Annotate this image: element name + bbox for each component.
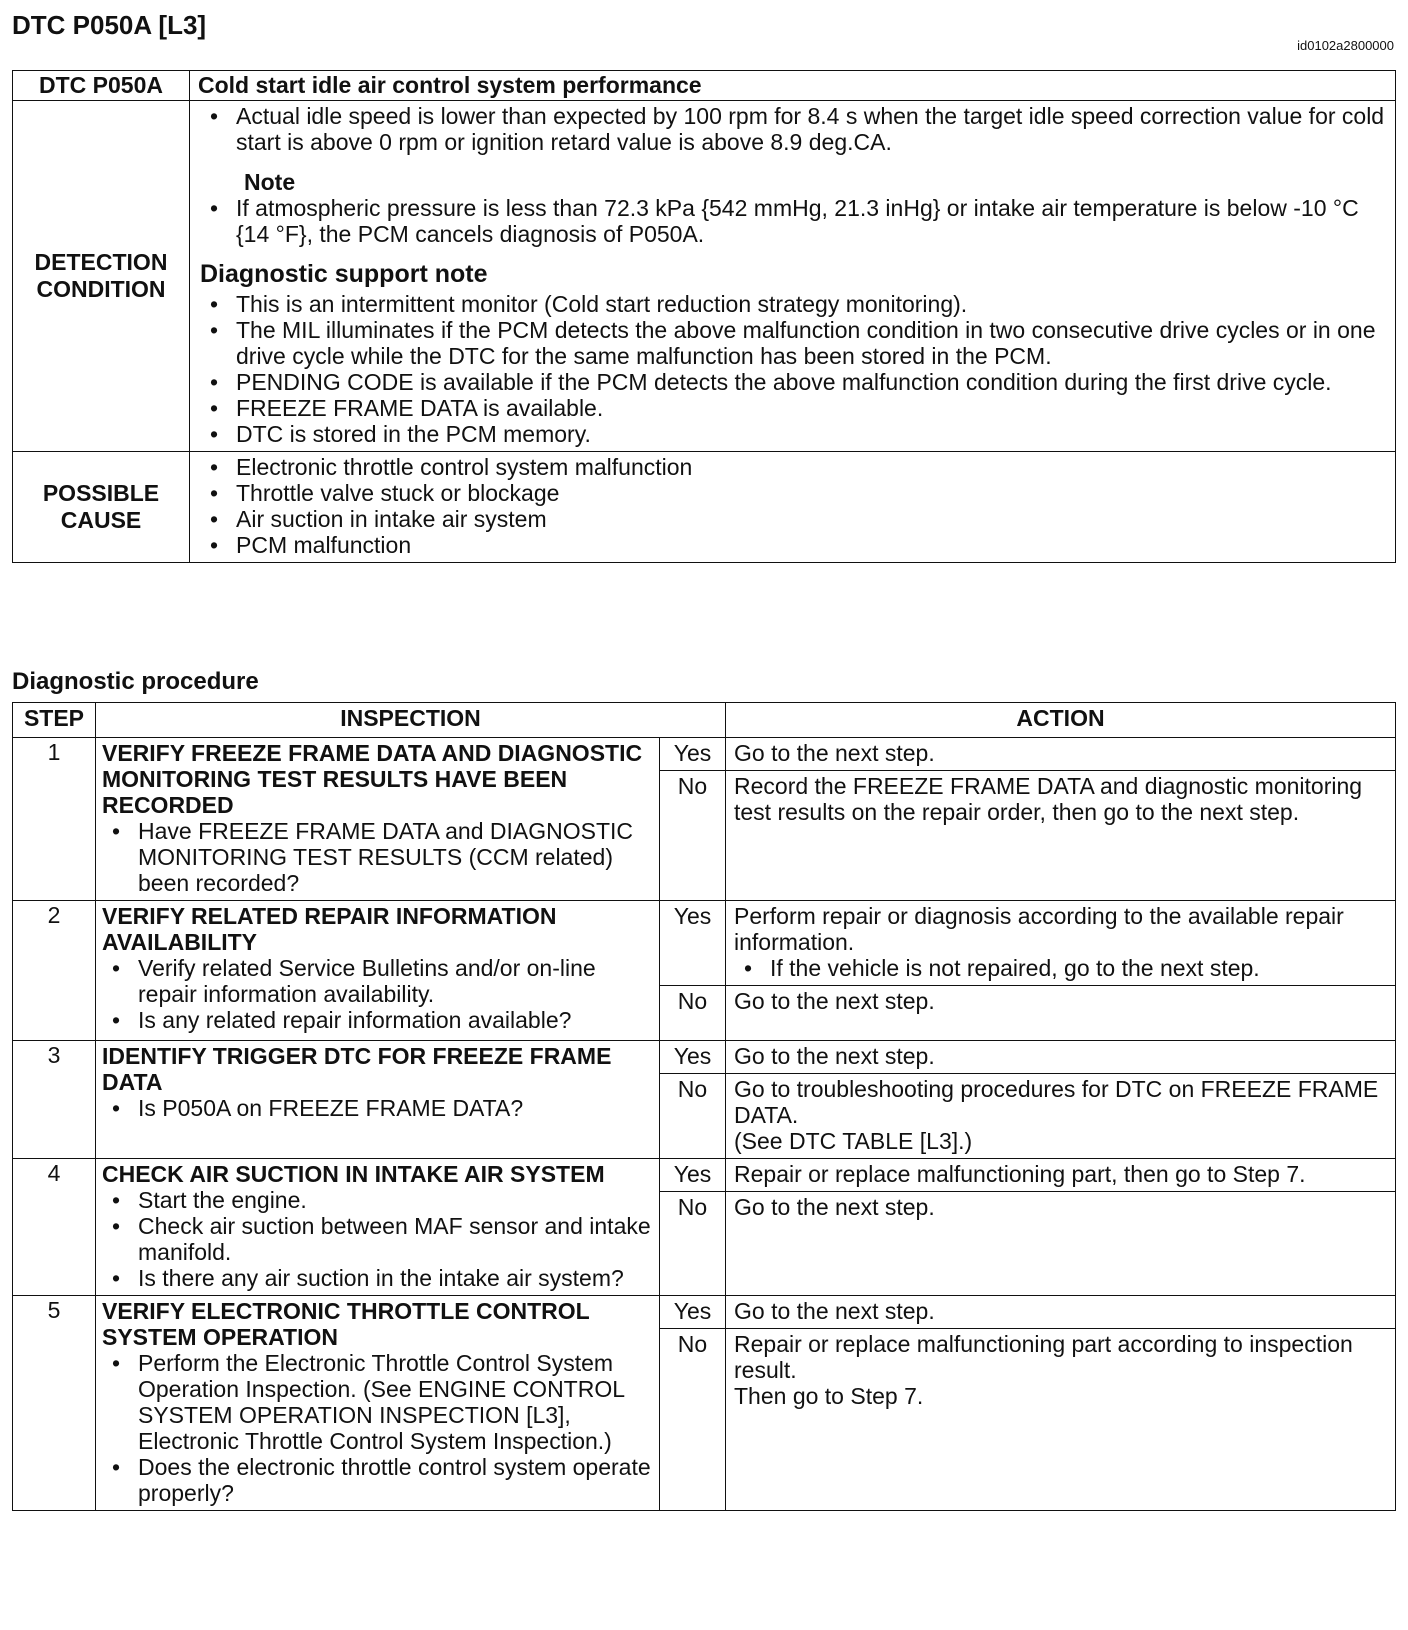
cause-item: • Throttle valve stuck or blockage [200, 480, 1385, 506]
step-number: 4 [13, 1159, 96, 1296]
step-row [13, 738, 1396, 771]
inspection-title: IDENTIFY TRIGGER DTC FOR FREEZE FRAME DATA [102, 1043, 612, 1095]
dtc-info-table [12, 70, 1396, 563]
possible-cause-row [13, 452, 1396, 563]
no-label: No [660, 986, 726, 1041]
step-number: 1 [13, 738, 96, 901]
yes-label: Yes [660, 1041, 726, 1074]
support-note-item: • This is an intermittent monitor (Cold start reduction strategy monitoring). [200, 291, 1385, 317]
section-heading: Diagnostic procedure [12, 668, 259, 695]
no-action: Record the FREEZE FRAME DATA and diagnostic monitoring test results on the repair order, then go to the next step. [726, 771, 1396, 901]
yes-label: Yes [660, 1159, 726, 1192]
inspection-list [102, 1350, 653, 1506]
yes-action: Go to the next step. [726, 1041, 1396, 1074]
yes-action-cell [726, 901, 1396, 986]
inspection-list [102, 818, 653, 896]
detection-main-item: • Actual idle speed is lower than expected by 100 rpm for 8.4 s when the target idle speed correction value for cold start is above 0 rpm or ignition retard value is above 8.9 deg.CA. [200, 103, 1385, 155]
detection-main-list [200, 103, 1385, 155]
label-line: CONDITION [36, 276, 166, 302]
inspection-item: • Is there any air suction in the intake air system? [102, 1265, 653, 1291]
inspection-item: • Start the engine. [102, 1187, 653, 1213]
inspection-item: • Is any related repair information available? [102, 1007, 653, 1033]
cause-item: • PCM malfunction [200, 532, 1385, 558]
yes-action-sublist [734, 955, 1387, 981]
no-label: No [660, 1074, 726, 1159]
yes-label: Yes [660, 901, 726, 986]
label-line: POSSIBLE [42, 480, 160, 506]
document-id: id0102a2800000 [1297, 38, 1394, 53]
inspection-item: • Does the electronic throttle control system operate properly? [102, 1454, 653, 1506]
detection-condition-row [13, 101, 1396, 452]
yes-label: Yes [660, 1296, 726, 1329]
yes-action: Perform repair or diagnosis according to the available repair information. [734, 903, 1344, 955]
no-action: Repair or replace malfunctioning part according to inspection result. [734, 1331, 1353, 1383]
inspection-item: • Have FREEZE FRAME DATA and DIAGNOSTIC MONITORING TEST RESULTS (CCM related) been recorded? [102, 818, 653, 896]
note-list [200, 195, 1385, 247]
note-title: Note [244, 169, 296, 195]
no-action: Go to troubleshooting procedures for DTC on FREEZE FRAME DATA. [734, 1076, 1379, 1128]
step-number: 5 [13, 1296, 96, 1511]
inspection-title: VERIFY ELECTRONIC THROTTLE CONTROL SYSTEM OPERATION [102, 1298, 590, 1350]
yes-label: Yes [660, 738, 726, 771]
support-note-item: • FREEZE FRAME DATA is available. [200, 395, 1385, 421]
support-note-item: • The MIL illuminates if the PCM detects the above malfunction condition in two consecutive drive cycles or in one drive cycle while the DTC for the same malfunction has been stored in the PCM. [200, 317, 1385, 369]
step-number: 3 [13, 1041, 96, 1159]
yes-action: Repair or replace malfunctioning part, then go to Step 7. [726, 1159, 1396, 1192]
yes-action: Go to the next step. [726, 738, 1396, 771]
inspection-title: VERIFY RELATED REPAIR INFORMATION AVAILABILITY [102, 903, 557, 955]
inspection-cell [96, 1296, 660, 1511]
inspection-list [102, 1187, 653, 1291]
step-header: STEP [13, 703, 96, 738]
no-label: No [660, 1329, 726, 1511]
inspection-cell [96, 901, 660, 1041]
inspection-list [102, 1095, 653, 1121]
inspection-header: INSPECTION [96, 703, 726, 738]
inspection-cell [96, 1159, 660, 1296]
detection-condition-content [190, 101, 1396, 452]
yes-action: Go to the next step. [726, 1296, 1396, 1329]
no-action: Go to the next step. [726, 986, 1396, 1041]
action-header: ACTION [726, 703, 1396, 738]
step-number: 2 [13, 901, 96, 1041]
table-header-row [13, 703, 1396, 738]
no-action-followup: Then go to Step 7. [734, 1383, 924, 1409]
step-row [13, 901, 1396, 986]
note-item: • If atmospheric pressure is less than 72.3 kPa {542 mmHg, 21.3 inHg} or intake air temperature is below -10 °C {14 °F}, the PCM cancels diagnosis of P050A. [200, 195, 1385, 247]
support-note-title: Diagnostic support note [200, 260, 488, 288]
label-line: CAUSE [60, 507, 142, 533]
inspection-item: • Check air suction between MAF sensor and intake manifold. [102, 1213, 653, 1265]
inspection-list [102, 955, 653, 1033]
support-note-list [200, 291, 1385, 447]
no-action-reference: (See DTC TABLE [L3].) [734, 1128, 973, 1154]
cause-item: • Electronic throttle control system malfunction [200, 454, 1385, 480]
support-note-item: • DTC is stored in the PCM memory. [200, 421, 1385, 447]
dtc-description-cell: Cold start idle air control system performance [190, 71, 1396, 101]
cause-list [200, 454, 1385, 558]
possible-cause-content [190, 452, 1396, 563]
inspection-item: • Is P050A on FREEZE FRAME DATA? [102, 1095, 653, 1121]
inspection-cell [96, 1041, 660, 1159]
support-note-item: • PENDING CODE is available if the PCM detects the above malfunction condition during the first drive cycle. [200, 369, 1385, 395]
cause-item: • Air suction in intake air system [200, 506, 1385, 532]
step-row [13, 1041, 1396, 1074]
inspection-item: • Perform the Electronic Throttle Control System Operation Inspection. (See ENGINE CONTROL SYSTEM OPERATION INSPECTION [L3], Electronic Throttle Control System Inspection.) [102, 1350, 653, 1454]
no-action-cell [726, 1074, 1396, 1159]
label-line: DETECTION [34, 249, 168, 275]
inspection-title: VERIFY FREEZE FRAME DATA AND DIAGNOSTIC MONITORING TEST RESULTS HAVE BEEN RECORDED [102, 740, 643, 818]
yes-action-subitem: • If the vehicle is not repaired, go to the next step. [734, 955, 1387, 981]
diagnostic-procedure-table [12, 702, 1396, 1511]
detection-condition-label [13, 101, 190, 452]
dtc-code-cell: DTC P050A [13, 71, 190, 101]
no-label: No [660, 771, 726, 901]
step-row [13, 1296, 1396, 1329]
no-label: No [660, 1192, 726, 1296]
inspection-cell [96, 738, 660, 901]
possible-cause-label [13, 452, 190, 563]
page-title: DTC P050A [L3] [12, 10, 207, 40]
no-action-cell [726, 1329, 1396, 1511]
inspection-title: CHECK AIR SUCTION IN INTAKE AIR SYSTEM [102, 1161, 605, 1187]
dtc-header-row [13, 71, 1396, 101]
step-row [13, 1159, 1396, 1192]
no-action: Go to the next step. [726, 1192, 1396, 1296]
inspection-item: • Verify related Service Bulletins and/or on-line repair information availability. [102, 955, 653, 1007]
